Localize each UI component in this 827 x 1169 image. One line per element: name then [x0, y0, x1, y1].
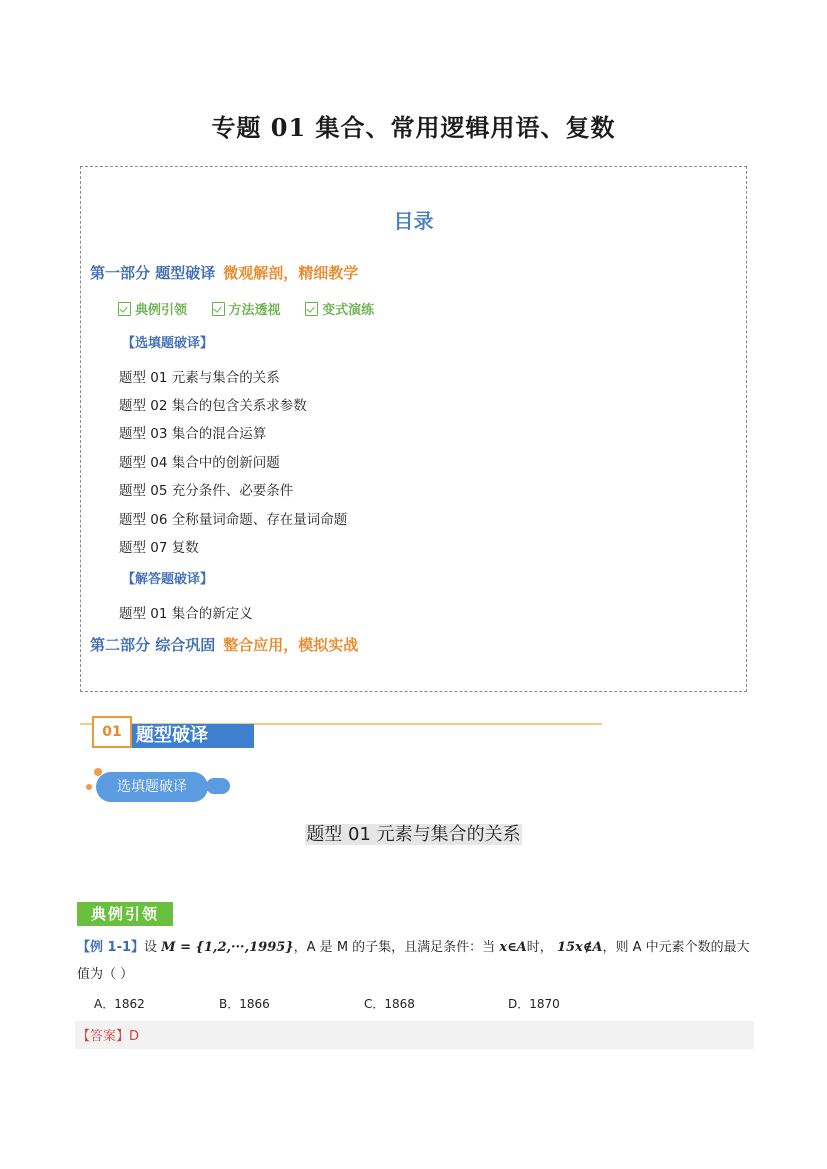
check-doc-icon [305, 302, 318, 316]
check-doc-icon [212, 302, 225, 316]
toc-item[interactable]: 题型 05 充分条件、必要条件 [119, 483, 294, 499]
pill-dot [94, 768, 102, 776]
question-line: 值为（ ） [77, 967, 134, 982]
question-line: 【例 1-1】设 M = {1,2,···,1995}，A 是 M 的子集，且满足条件：当 x∈A时， 15x∉A，则 A 中元素个数的最大 [77, 940, 750, 955]
check-doc-icon [118, 302, 131, 316]
toc-part2 [90, 634, 358, 655]
toc-item[interactable]: 题型 04 集合中的创新问题 [119, 455, 280, 471]
banner-number: 01 [92, 716, 132, 748]
option-c[interactable]: C．1868 [364, 997, 415, 1011]
toc-item[interactable]: 题型 06 全称量词命题、存在量词命题 [119, 512, 348, 528]
toc-item[interactable]: 题型 03 集合的混合运算 [119, 426, 267, 442]
toc-nav-practice[interactable]: 变式演练 [305, 299, 374, 318]
toc-nav-example[interactable]: 典例引领 [118, 299, 187, 318]
toc-section-answer: 【解答题破译】 [122, 572, 214, 587]
math-cond: x∈A [499, 940, 527, 955]
toc-part1-title: 第一部分 题型破译 [90, 264, 216, 282]
option-a[interactable]: A．1862 [94, 997, 145, 1011]
option-d[interactable]: D．1870 [508, 997, 560, 1011]
toc-item[interactable]: 题型 02 集合的包含关系求参数 [119, 398, 307, 414]
banner-label: 题型破译 [128, 724, 254, 748]
answer-text: 【答案】D [77, 1029, 140, 1044]
section-pill: 选填题破译 [96, 772, 208, 802]
toc-part2-title: 第二部分 综合巩固 [90, 636, 216, 654]
question-tag: 【例 1-1】 [77, 940, 145, 955]
math-set: M = {1,2,···,1995} [161, 940, 294, 955]
option-b[interactable]: B．1866 [219, 997, 270, 1011]
toc-item[interactable]: 题型 01 元素与集合的关系 [119, 370, 280, 386]
answer-panel [75, 1021, 754, 1049]
toc-item[interactable]: 题型 07 复数 [119, 540, 199, 556]
toc-part1 [90, 262, 358, 283]
toc-section-fill: 【选填题破译】 [122, 336, 214, 351]
toc-heading: 目录 [393, 209, 434, 233]
math-cond: 15x∉A [556, 940, 603, 955]
document-title: 专题 01 集合、常用逻辑用语、复数 [211, 113, 616, 142]
pill-dot [86, 784, 92, 790]
toc-item[interactable]: 题型 01 集合的新定义 [119, 606, 253, 622]
type-heading: 题型 01 元素与集合的关系 [306, 824, 521, 845]
example-badge: 典例引领 [77, 902, 173, 926]
toc-nav-method[interactable]: 方法透视 [212, 299, 281, 318]
pill-decoration [206, 778, 230, 794]
toc-part1-tag: 微观解剖，精细教学 [223, 264, 359, 282]
toc-nav-row [118, 299, 394, 318]
toc-part2-tag: 整合应用，模拟实战 [223, 636, 359, 654]
